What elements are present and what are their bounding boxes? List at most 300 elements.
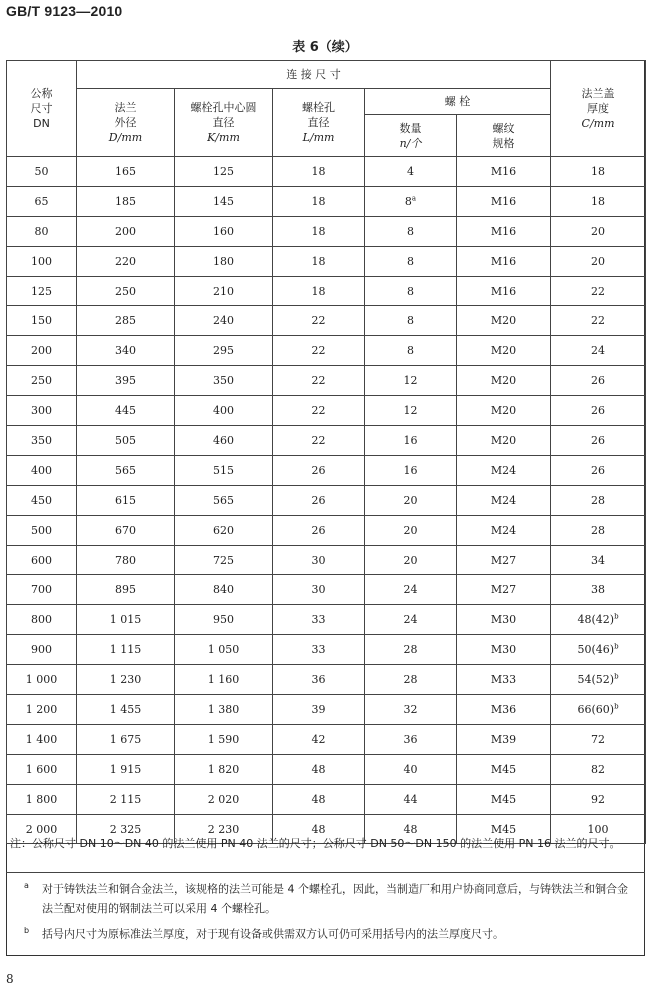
table-row <box>7 396 646 426</box>
header-bolts: 螺 栓 <box>365 89 551 115</box>
cell-bolt-hole <box>273 336 365 366</box>
table-row <box>7 695 646 725</box>
cell-thread-value: M20 <box>490 374 517 388</box>
cell-thread <box>457 306 551 336</box>
cell-bolt-count-value: 12 <box>403 404 418 418</box>
cell-thread <box>457 336 551 366</box>
cell-thread <box>457 455 551 485</box>
cell-bolt-count <box>365 216 457 246</box>
cell-bolt-count-value: 4 <box>407 164 414 178</box>
table-title: 表 6（续） <box>292 40 358 55</box>
cell-thread <box>457 695 551 725</box>
cell-bolt-circle-value: 210 <box>213 284 234 298</box>
cell-nominal-size-value: 2 000 <box>25 822 58 836</box>
standard-code: GB/T 9123—2010 <box>6 3 123 19</box>
cell-bolt-count-value: 28 <box>403 643 418 657</box>
cell-nominal-size-value: 1 000 <box>25 673 58 687</box>
cell-flange-od <box>77 336 175 366</box>
cell-bolt-circle-value: 1 590 <box>207 732 240 746</box>
cell-flange-od <box>77 306 175 336</box>
cell-bolt-circle <box>175 336 273 366</box>
cell-bolt-circle <box>175 605 273 635</box>
cell-nominal-size <box>7 336 77 366</box>
cell-thread-value: M27 <box>490 553 517 567</box>
cell-thread <box>457 605 551 635</box>
cell-bolt-hole <box>273 724 365 754</box>
table-row <box>7 575 646 605</box>
cell-thread-value: M16 <box>490 254 517 268</box>
cell-nominal-size <box>7 396 77 426</box>
cell-bolt-hole-value: 22 <box>311 433 326 447</box>
cell-bolt-circle-value: 725 <box>213 553 234 567</box>
flange-dimension-table <box>6 60 646 844</box>
cell-bolt-circle-value: 565 <box>213 493 234 507</box>
cell-flange-od <box>77 157 175 187</box>
footnote-a-mark: a <box>24 881 29 890</box>
footnote-marker: b <box>614 672 619 681</box>
cell-flange-od-value: 250 <box>115 284 136 298</box>
cell-flange-od-value: 505 <box>115 433 136 447</box>
table-row <box>7 366 646 396</box>
cell-cover-thickness <box>551 605 646 635</box>
cell-cover-thickness-value: 28 <box>591 523 606 537</box>
cell-bolt-circle <box>175 426 273 456</box>
cell-thread-value: M16 <box>490 284 517 298</box>
cell-cover-thickness-value: 22 <box>591 314 606 328</box>
cell-bolt-circle <box>175 366 273 396</box>
table-header <box>7 61 646 157</box>
cell-nominal-size-value: 1 600 <box>25 762 58 776</box>
cell-thread <box>457 635 551 665</box>
cell-bolt-hole-value: 18 <box>311 224 326 238</box>
table-row <box>7 306 646 336</box>
cell-bolt-hole <box>273 515 365 545</box>
cell-nominal-size-value: 500 <box>31 523 52 537</box>
cell-thread-value: M20 <box>490 314 517 328</box>
cell-bolt-hole <box>273 485 365 515</box>
cell-cover-thickness <box>551 216 646 246</box>
cell-bolt-circle-value: 515 <box>213 463 234 477</box>
cell-nominal-size <box>7 754 77 784</box>
cell-thread-value: M16 <box>490 224 517 238</box>
cell-thread <box>457 515 551 545</box>
table-row <box>7 216 646 246</box>
cell-nominal-size <box>7 157 77 187</box>
cell-bolt-hole-value: 39 <box>311 702 326 716</box>
cell-bolt-hole <box>273 306 365 336</box>
footnote-b-text: 括号内尺寸为原标准法兰厚度，对于现有设备或供需双方认可仍可采用括号内的法兰厚度尺寸。 <box>42 927 504 941</box>
cell-thread <box>457 216 551 246</box>
cell-bolt-hole <box>273 635 365 665</box>
cell-flange-od <box>77 545 175 575</box>
cell-cover-thickness <box>551 665 646 695</box>
cell-cover-thickness-value: 48(42) <box>577 613 615 627</box>
cell-bolt-circle-value: 2 020 <box>207 792 240 806</box>
page-number: 8 <box>6 972 14 986</box>
cell-thread <box>457 157 551 187</box>
cell-flange-od-value: 2 325 <box>109 822 142 836</box>
cell-flange-od-value: 220 <box>115 254 136 268</box>
cell-thread <box>457 784 551 814</box>
cell-thread-value: M24 <box>490 523 517 537</box>
cell-flange-od <box>77 575 175 605</box>
header-bolt-count: 数量 n/个 <box>365 115 457 157</box>
cell-flange-od-value: 340 <box>115 344 136 358</box>
cell-cover-thickness <box>551 695 646 725</box>
cell-cover-thickness <box>551 366 646 396</box>
cell-thread-value: M30 <box>490 613 517 627</box>
cell-nominal-size <box>7 724 77 754</box>
cell-bolt-count-value: 8 <box>407 254 414 268</box>
cell-cover-thickness-value: 26 <box>591 463 606 477</box>
cell-bolt-hole <box>273 575 365 605</box>
cell-bolt-count <box>365 455 457 485</box>
cell-flange-od <box>77 605 175 635</box>
cell-flange-od-value: 185 <box>115 194 136 208</box>
cell-thread-value: M24 <box>490 463 517 477</box>
cell-thread-value: M30 <box>490 643 517 657</box>
header-bolt-circle-diameter: 螺栓孔中心圆 直径 K/mm <box>175 89 273 157</box>
cell-flange-od-value: 615 <box>115 493 136 507</box>
cell-nominal-size-value: 50 <box>34 164 49 178</box>
cell-nominal-size-value: 1 400 <box>25 732 58 746</box>
cell-bolt-count <box>365 246 457 276</box>
cell-nominal-size-value: 80 <box>34 224 49 238</box>
cell-bolt-circle-value: 160 <box>213 224 234 238</box>
cell-bolt-circle-value: 145 <box>213 194 234 208</box>
cell-flange-od-value: 895 <box>115 583 136 597</box>
cell-bolt-circle <box>175 246 273 276</box>
cell-bolt-count-value: 20 <box>403 493 418 507</box>
cell-thread-value: M20 <box>490 344 517 358</box>
cell-bolt-count <box>365 426 457 456</box>
cell-bolt-hole-value: 48 <box>311 822 326 836</box>
cell-bolt-circle <box>175 157 273 187</box>
cell-bolt-count <box>365 186 457 216</box>
cell-thread <box>457 186 551 216</box>
cell-bolt-circle-value: 840 <box>213 583 234 597</box>
cell-bolt-count-value: 16 <box>403 463 418 477</box>
footnote-marker: b <box>614 612 619 621</box>
footnote-a <box>6 873 645 918</box>
cell-bolt-count-value: 20 <box>403 553 418 567</box>
cell-bolt-hole-value: 26 <box>311 493 326 507</box>
cell-nominal-size <box>7 665 77 695</box>
cell-bolt-circle-value: 1 820 <box>207 762 240 776</box>
cell-nominal-size-value: 450 <box>31 493 52 507</box>
cell-thread-value: M39 <box>490 732 517 746</box>
cell-nominal-size <box>7 216 77 246</box>
cell-bolt-hole <box>273 545 365 575</box>
cell-flange-od-value: 1 455 <box>109 702 142 716</box>
cell-bolt-circle-value: 2 230 <box>207 822 240 836</box>
cell-flange-od <box>77 366 175 396</box>
cell-flange-od-value: 395 <box>115 374 136 388</box>
cell-nominal-size <box>7 784 77 814</box>
cell-cover-thickness-value: 26 <box>591 404 606 418</box>
header-cover-thickness: 法兰盖 厚度 C/mm <box>551 61 646 157</box>
cell-flange-od <box>77 635 175 665</box>
cell-nominal-size <box>7 605 77 635</box>
cell-cover-thickness <box>551 276 646 306</box>
cell-cover-thickness <box>551 246 646 276</box>
cell-flange-od <box>77 695 175 725</box>
cell-cover-thickness <box>551 455 646 485</box>
footnote-marker: b <box>614 702 619 711</box>
cell-bolt-circle <box>175 396 273 426</box>
cell-thread-value: M16 <box>490 164 517 178</box>
cell-bolt-count <box>365 276 457 306</box>
cell-nominal-size <box>7 366 77 396</box>
cell-thread <box>457 426 551 456</box>
cell-bolt-hole-value: 18 <box>311 254 326 268</box>
cell-nominal-size <box>7 186 77 216</box>
cell-bolt-hole <box>273 246 365 276</box>
cell-bolt-hole-value: 22 <box>311 404 326 418</box>
table-note: 注：公称尺寸 DN 10～DN 40 的法兰使用 PN 40 法兰的尺寸；公称尺寸 DN 50～DN 150 的法兰使用 PN 16 法兰的尺寸。 <box>6 828 645 873</box>
table-row <box>7 635 646 665</box>
cell-bolt-circle <box>175 575 273 605</box>
cell-nominal-size-value: 700 <box>31 583 52 597</box>
cell-bolt-count <box>365 515 457 545</box>
cell-flange-od-value: 285 <box>115 314 136 328</box>
cell-flange-od-value: 1 230 <box>109 673 142 687</box>
cell-bolt-count-value: 8 <box>407 284 414 298</box>
cell-bolt-circle-value: 460 <box>213 433 234 447</box>
cell-bolt-count <box>365 665 457 695</box>
cell-thread <box>457 754 551 784</box>
cell-flange-od <box>77 396 175 426</box>
cell-cover-thickness-value: 100 <box>587 822 609 836</box>
cell-bolt-hole <box>273 216 365 246</box>
cell-bolt-count-value: 24 <box>403 613 418 627</box>
cell-cover-thickness <box>551 426 646 456</box>
cell-bolt-hole <box>273 157 365 187</box>
cell-flange-od <box>77 485 175 515</box>
cell-thread <box>457 396 551 426</box>
cell-bolt-count <box>365 575 457 605</box>
cell-flange-od <box>77 724 175 754</box>
cell-bolt-circle-value: 950 <box>213 613 234 627</box>
cell-bolt-count <box>365 545 457 575</box>
table-row <box>7 157 646 187</box>
cell-nominal-size <box>7 455 77 485</box>
cell-bolt-hole-value: 18 <box>311 284 326 298</box>
header-thread-spec: 螺纹 规格 <box>457 115 551 157</box>
cell-thread-value: M20 <box>490 404 517 418</box>
footnote-b <box>6 918 645 944</box>
cell-bolt-count <box>365 157 457 187</box>
cell-bolt-circle-value: 400 <box>213 404 234 418</box>
cell-flange-od-value: 670 <box>115 523 136 537</box>
cell-nominal-size-value: 200 <box>31 344 52 358</box>
cell-bolt-circle-value: 1 380 <box>207 702 240 716</box>
cell-flange-od <box>77 216 175 246</box>
cell-cover-thickness-value: 22 <box>591 284 606 298</box>
cell-flange-od <box>77 426 175 456</box>
cell-nominal-size-value: 350 <box>31 433 52 447</box>
cell-bolt-circle-value: 295 <box>213 344 234 358</box>
cell-flange-od-value: 1 115 <box>109 643 142 657</box>
cell-nominal-size-value: 900 <box>31 643 52 657</box>
cell-cover-thickness <box>551 515 646 545</box>
cell-flange-od <box>77 515 175 545</box>
footnote-marker: a <box>411 194 417 203</box>
cell-cover-thickness-value: 26 <box>591 433 606 447</box>
cell-bolt-count <box>365 306 457 336</box>
cell-nominal-size <box>7 426 77 456</box>
cell-nominal-size-value: 800 <box>31 613 52 627</box>
cell-cover-thickness <box>551 186 646 216</box>
cell-thread-value: M33 <box>490 673 517 687</box>
cell-cover-thickness-value: 72 <box>591 732 606 746</box>
cell-nominal-size-value: 300 <box>31 404 52 418</box>
cell-bolt-hole-value: 18 <box>311 164 326 178</box>
cell-nominal-size <box>7 575 77 605</box>
cell-thread <box>457 246 551 276</box>
cell-flange-od-value: 445 <box>115 404 136 418</box>
cell-cover-thickness <box>551 784 646 814</box>
cell-bolt-hole-value: 26 <box>311 463 326 477</box>
cell-bolt-hole-value: 22 <box>311 344 326 358</box>
cell-bolt-circle <box>175 695 273 725</box>
cell-bolt-hole-value: 36 <box>311 673 326 687</box>
header-bolt-hole-diameter: 螺栓孔 直径 L/mm <box>273 89 365 157</box>
cell-bolt-circle-value: 1 050 <box>207 643 240 657</box>
table-row <box>7 665 646 695</box>
cell-cover-thickness-value: 92 <box>591 792 606 806</box>
cell-cover-thickness <box>551 635 646 665</box>
cell-nominal-size-value: 65 <box>34 194 49 208</box>
cell-flange-od <box>77 246 175 276</box>
cell-flange-od <box>77 754 175 784</box>
table-row <box>7 485 646 515</box>
cell-bolt-hole <box>273 186 365 216</box>
header-nominal-size: 公称 尺寸 DN <box>7 61 77 157</box>
cell-bolt-circle <box>175 754 273 784</box>
cell-thread <box>457 575 551 605</box>
table-body <box>7 157 646 844</box>
cell-thread <box>457 366 551 396</box>
cell-bolt-count <box>365 366 457 396</box>
cell-thread <box>457 485 551 515</box>
cell-cover-thickness-value: 38 <box>591 583 606 597</box>
cell-bolt-circle <box>175 306 273 336</box>
cell-bolt-circle <box>175 665 273 695</box>
cell-nominal-size <box>7 545 77 575</box>
cell-nominal-size <box>7 276 77 306</box>
cell-bolt-count-value: 8 <box>404 194 412 208</box>
cell-cover-thickness-value: 34 <box>591 553 606 567</box>
table-row <box>7 186 646 216</box>
cell-flange-od-value: 200 <box>115 224 136 238</box>
cell-bolt-count <box>365 724 457 754</box>
cell-bolt-circle <box>175 276 273 306</box>
table-row <box>7 605 646 635</box>
table-row <box>7 276 646 306</box>
cell-thread <box>457 545 551 575</box>
cell-cover-thickness-value: 26 <box>591 374 606 388</box>
cell-cover-thickness-value: 18 <box>591 194 606 208</box>
cell-cover-thickness-value: 66(60) <box>577 702 615 716</box>
cell-flange-od-value: 2 115 <box>109 792 142 806</box>
cell-flange-od-value: 1 915 <box>109 762 142 776</box>
header-connection-dimensions: 连 接 尺 寸 <box>77 61 551 89</box>
notes-block <box>6 828 645 943</box>
table-row <box>7 336 646 366</box>
cell-nominal-size-value: 1 800 <box>25 792 58 806</box>
cell-flange-od-value: 565 <box>115 463 136 477</box>
cell-bolt-hole-value: 42 <box>311 732 326 746</box>
cell-bolt-hole-value: 30 <box>311 553 326 567</box>
table-row <box>7 754 646 784</box>
cell-flange-od-value: 1 015 <box>109 613 142 627</box>
cell-bolt-hole <box>273 784 365 814</box>
footnote-a-text: 对于铸铁法兰和铜合金法兰，该规格的法兰可能是 4 个螺栓孔，因此，当制造厂和用户协商同意后，与铸铁法兰和铜合金法兰配对使用的钢制法兰可以采用 4 个螺栓孔。 <box>42 882 628 915</box>
cell-thread-value: M45 <box>490 762 517 776</box>
cell-bolt-hole <box>273 754 365 784</box>
cell-cover-thickness-value: 50(46) <box>577 643 615 657</box>
cell-nominal-size <box>7 246 77 276</box>
cell-bolt-hole-value: 30 <box>311 583 326 597</box>
cell-bolt-circle <box>175 186 273 216</box>
cell-bolt-hole <box>273 665 365 695</box>
cell-thread-value: M36 <box>490 702 517 716</box>
cell-bolt-count <box>365 485 457 515</box>
cell-flange-od-value: 1 675 <box>109 732 142 746</box>
cell-bolt-hole-value: 48 <box>311 792 326 806</box>
footnote-b-mark: b <box>24 925 30 935</box>
cell-bolt-count <box>365 336 457 366</box>
cell-cover-thickness <box>551 575 646 605</box>
cell-cover-thickness <box>551 396 646 426</box>
cell-bolt-count <box>365 754 457 784</box>
table-row <box>7 545 646 575</box>
cell-bolt-circle-value: 1 160 <box>207 673 240 687</box>
cell-cover-thickness-value: 28 <box>591 493 606 507</box>
cell-bolt-circle <box>175 455 273 485</box>
cell-nominal-size <box>7 306 77 336</box>
cell-bolt-circle-value: 180 <box>213 254 234 268</box>
footnote-marker: b <box>614 642 619 651</box>
cell-bolt-count <box>365 396 457 426</box>
cell-bolt-hole <box>273 455 365 485</box>
cell-flange-od <box>77 276 175 306</box>
cell-cover-thickness <box>551 157 646 187</box>
cell-flange-od-value: 165 <box>115 164 136 178</box>
cell-bolt-count <box>365 695 457 725</box>
cell-bolt-hole <box>273 426 365 456</box>
cell-thread-value: M45 <box>490 792 517 806</box>
cell-cover-thickness-value: 18 <box>591 164 606 178</box>
cell-bolt-count <box>365 635 457 665</box>
cell-cover-thickness <box>551 754 646 784</box>
cell-bolt-count-value: 8 <box>407 224 414 238</box>
cell-bolt-circle <box>175 545 273 575</box>
cell-thread <box>457 665 551 695</box>
table-row <box>7 724 646 754</box>
cell-bolt-circle <box>175 515 273 545</box>
cell-flange-od <box>77 186 175 216</box>
cell-cover-thickness <box>551 545 646 575</box>
cell-nominal-size-value: 125 <box>31 284 52 298</box>
cell-bolt-count-value: 28 <box>403 673 418 687</box>
cell-bolt-count-value: 16 <box>403 433 418 447</box>
cell-cover-thickness-value: 54(52) <box>577 673 615 687</box>
cell-thread <box>457 276 551 306</box>
cell-thread-value: M24 <box>490 493 517 507</box>
table-row <box>7 246 646 276</box>
